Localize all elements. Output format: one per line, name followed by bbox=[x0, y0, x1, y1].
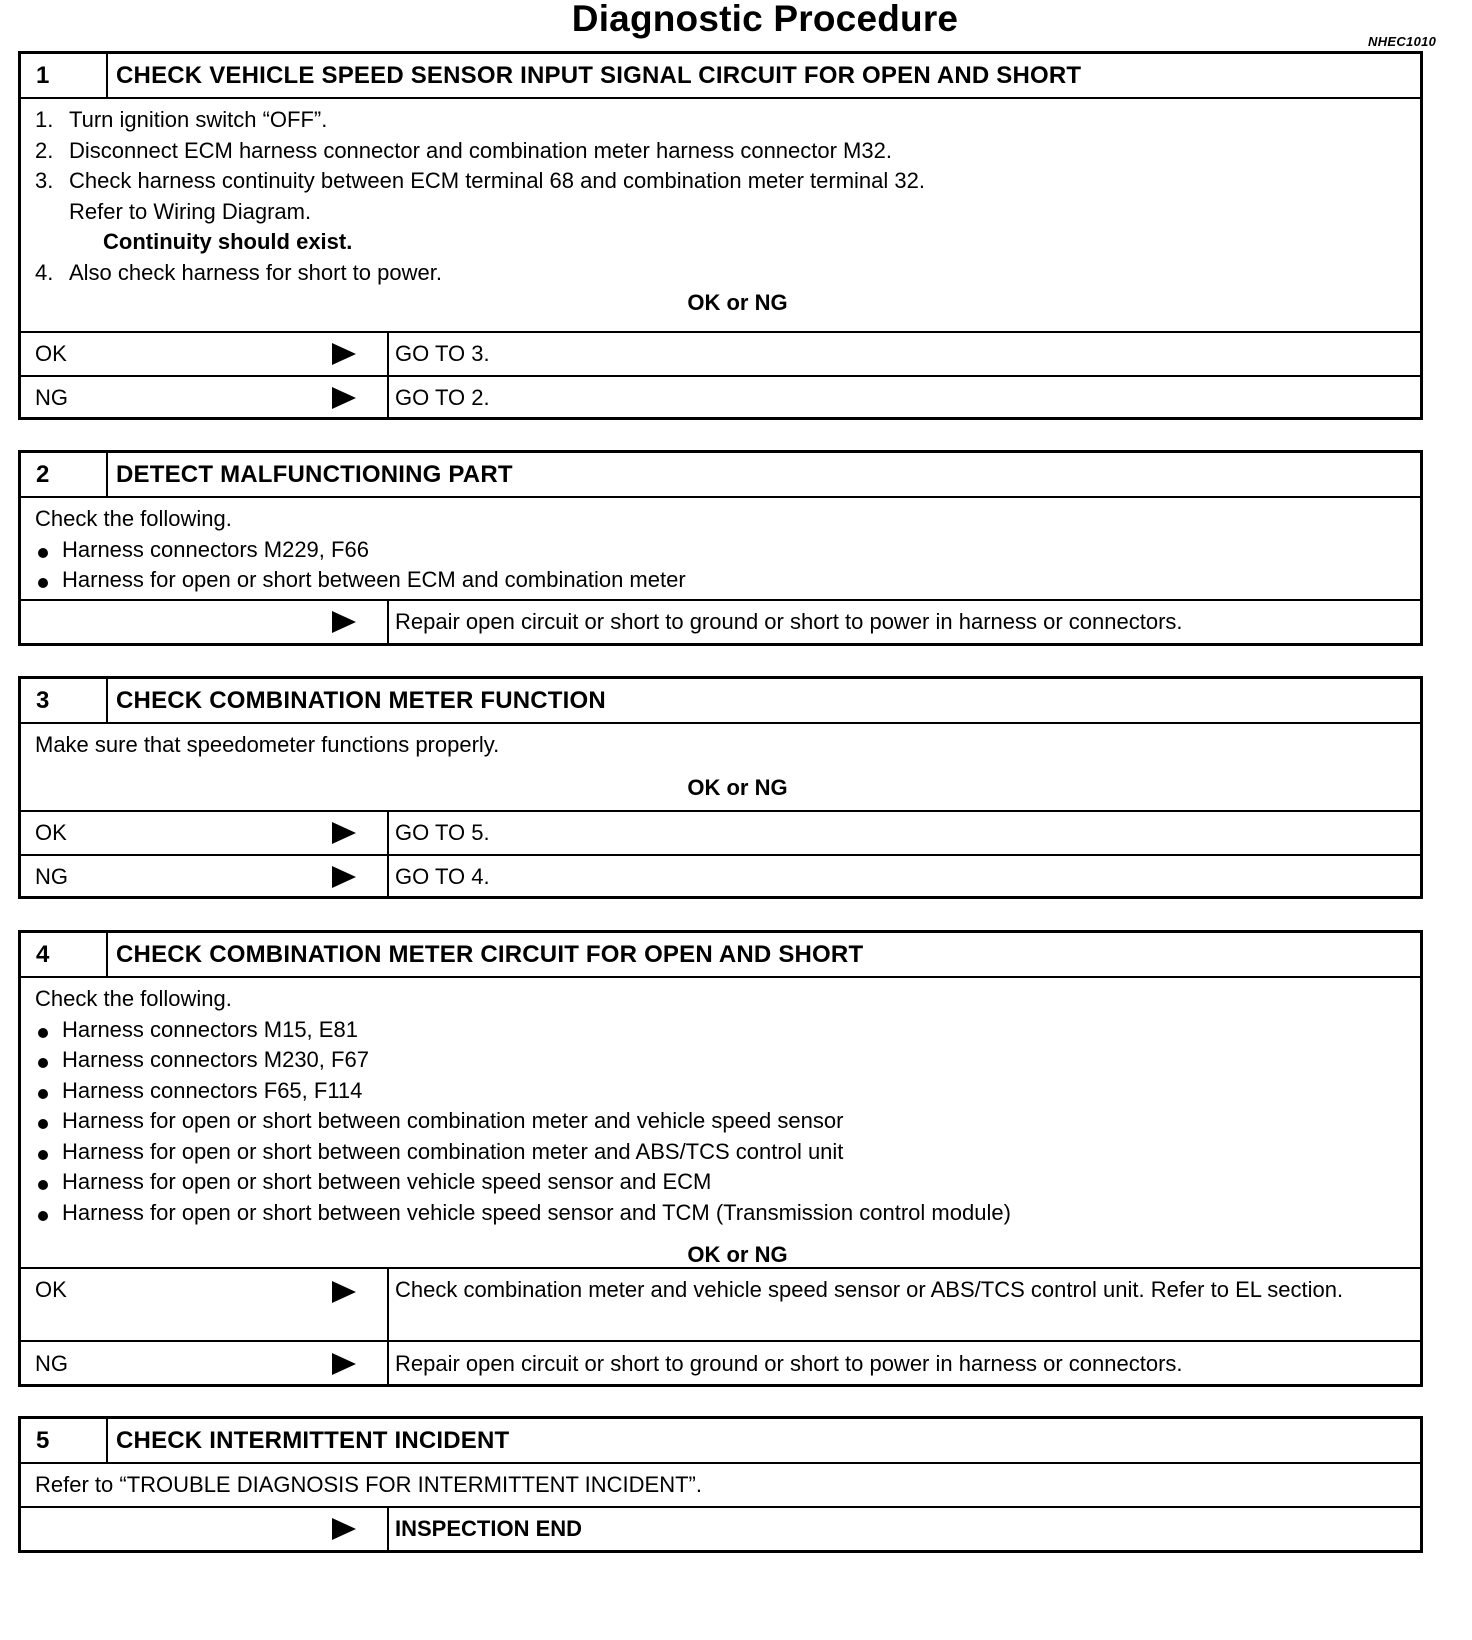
document-code: NHEC1010 bbox=[1368, 34, 1437, 49]
result-row-ng bbox=[21, 375, 1420, 417]
instruction-spec: Continuity should exist. bbox=[103, 229, 353, 254]
step-number: 4 bbox=[21, 933, 108, 976]
arrow-right-icon bbox=[332, 343, 356, 365]
result-action: GO TO 5. bbox=[395, 820, 490, 845]
bullet-icon bbox=[35, 565, 62, 596]
step-2-box bbox=[18, 450, 1423, 646]
step-header bbox=[21, 54, 1420, 99]
ok-ng-label: OK or NG bbox=[687, 774, 788, 800]
result-label: OK bbox=[35, 1277, 67, 1302]
step-header bbox=[21, 679, 1420, 724]
step-3-box bbox=[18, 676, 1423, 899]
page-title: Diagnostic Procedure bbox=[571, 0, 959, 39]
result-label: NG bbox=[35, 864, 68, 889]
step-title: CHECK VEHICLE SPEED SENSOR INPUT SIGNAL CIRCUIT FOR OPEN AND SHORT bbox=[116, 62, 1082, 89]
result-row-ng bbox=[21, 854, 1420, 896]
result-action: Repair open circuit or short to ground or short to power in harness or connectors. bbox=[395, 609, 1183, 634]
step-number: 5 bbox=[21, 1419, 108, 1462]
instruction-intro: Make sure that speedometer functions properly. bbox=[35, 732, 500, 757]
step-1-box bbox=[18, 51, 1423, 420]
arrow-right-icon bbox=[332, 1518, 356, 1540]
result-action: GO TO 4. bbox=[395, 864, 490, 889]
result-label: OK bbox=[35, 341, 67, 366]
arrow-right-icon bbox=[332, 1281, 356, 1303]
result-row-ng bbox=[21, 1340, 1420, 1384]
step-number: 1 bbox=[21, 54, 108, 97]
step-instructions bbox=[21, 99, 1420, 333]
result-action: GO TO 3. bbox=[395, 341, 490, 366]
instruction-line: 1. Turn ignition switch “OFF”. bbox=[35, 107, 328, 132]
bullet-icon bbox=[35, 1015, 62, 1046]
bullet-icon bbox=[35, 1076, 62, 1107]
bullet-icon bbox=[35, 1167, 62, 1198]
step-title: CHECK INTERMITTENT INCIDENT bbox=[116, 1427, 510, 1454]
result-label: NG bbox=[35, 1351, 68, 1376]
step-number: 2 bbox=[21, 453, 108, 496]
arrow-right-icon bbox=[332, 611, 356, 633]
ok-ng-label: OK or NG bbox=[687, 290, 788, 315]
list-item: Harness connectors M229, F66 bbox=[35, 535, 1406, 566]
bullet-icon bbox=[35, 1137, 62, 1168]
result-row-ok bbox=[21, 1269, 1420, 1340]
arrow-right-icon bbox=[332, 387, 356, 409]
list-item: Harness for open or short between vehicle speed sensor and ECM bbox=[35, 1167, 1406, 1198]
step-instructions bbox=[21, 1464, 1420, 1508]
bullet-icon bbox=[35, 1106, 62, 1137]
result-row bbox=[21, 601, 1420, 643]
step-instructions bbox=[21, 498, 1420, 601]
result-action: Check combination meter and vehicle speed sensor or ABS/TCS control unit. Refer to EL section. bbox=[395, 1277, 1344, 1302]
bullet-icon bbox=[35, 1045, 62, 1076]
step-title: DETECT MALFUNCTIONING PART bbox=[116, 461, 513, 488]
result-label: OK bbox=[35, 820, 67, 845]
list-item: Harness for open or short between combination meter and vehicle speed sensor bbox=[35, 1106, 1406, 1137]
step-5-box bbox=[18, 1416, 1423, 1553]
instruction-line: Refer to Wiring Diagram. bbox=[69, 198, 312, 224]
instruction-intro: Refer to “TROUBLE DIAGNOSIS FOR INTERMITTENT INCIDENT”. bbox=[35, 1472, 702, 1497]
list-item: Harness for open or short between vehicle speed sensor and TCM (Transmission control module) bbox=[35, 1198, 1406, 1229]
result-action: INSPECTION END bbox=[395, 1516, 583, 1541]
list-item: Harness connectors F65, F114 bbox=[35, 1076, 1406, 1107]
step-header bbox=[21, 933, 1420, 978]
step-header bbox=[21, 1419, 1420, 1464]
arrow-right-icon bbox=[332, 822, 356, 844]
instruction-line: 2. Disconnect ECM harness connector and combination meter harness connector M32. bbox=[35, 137, 892, 163]
step-header bbox=[21, 453, 1420, 498]
step-instructions bbox=[21, 978, 1420, 1269]
result-action: GO TO 2. bbox=[395, 385, 490, 410]
result-action: Repair open circuit or short to ground or short to power in harness or connectors. bbox=[395, 1351, 1183, 1376]
result-row-ok bbox=[21, 333, 1420, 375]
instruction-intro: Check the following. bbox=[35, 986, 232, 1011]
list-item: Harness connectors M15, E81 bbox=[35, 1015, 1406, 1046]
ok-ng-label: OK or NG bbox=[687, 1242, 788, 1267]
bullet-icon bbox=[35, 535, 62, 566]
arrow-right-icon bbox=[332, 866, 356, 888]
arrow-right-icon bbox=[332, 1353, 356, 1375]
result-label: NG bbox=[35, 385, 68, 410]
step-instructions bbox=[21, 724, 1420, 812]
step-number: 3 bbox=[21, 679, 108, 722]
result-row bbox=[21, 1508, 1420, 1550]
instruction-line: 3. Check harness continuity between ECM terminal 68 and combination meter terminal 32. bbox=[35, 168, 925, 193]
instruction-line: 4. Also check harness for short to power. bbox=[35, 259, 442, 285]
list-item: Harness connectors M230, F67 bbox=[35, 1045, 1406, 1076]
result-row-ok bbox=[21, 812, 1420, 854]
step-title: CHECK COMBINATION METER CIRCUIT FOR OPEN AND SHORT bbox=[116, 941, 864, 968]
bullet-icon bbox=[35, 1198, 62, 1229]
list-item: Harness for open or short between ECM and combination meter bbox=[35, 565, 1406, 596]
step-4-box bbox=[18, 930, 1423, 1387]
instruction-intro: Check the following. bbox=[35, 506, 232, 531]
list-item: Harness for open or short between combination meter and ABS/TCS control unit bbox=[35, 1137, 1406, 1168]
step-title: CHECK COMBINATION METER FUNCTION bbox=[116, 687, 606, 714]
